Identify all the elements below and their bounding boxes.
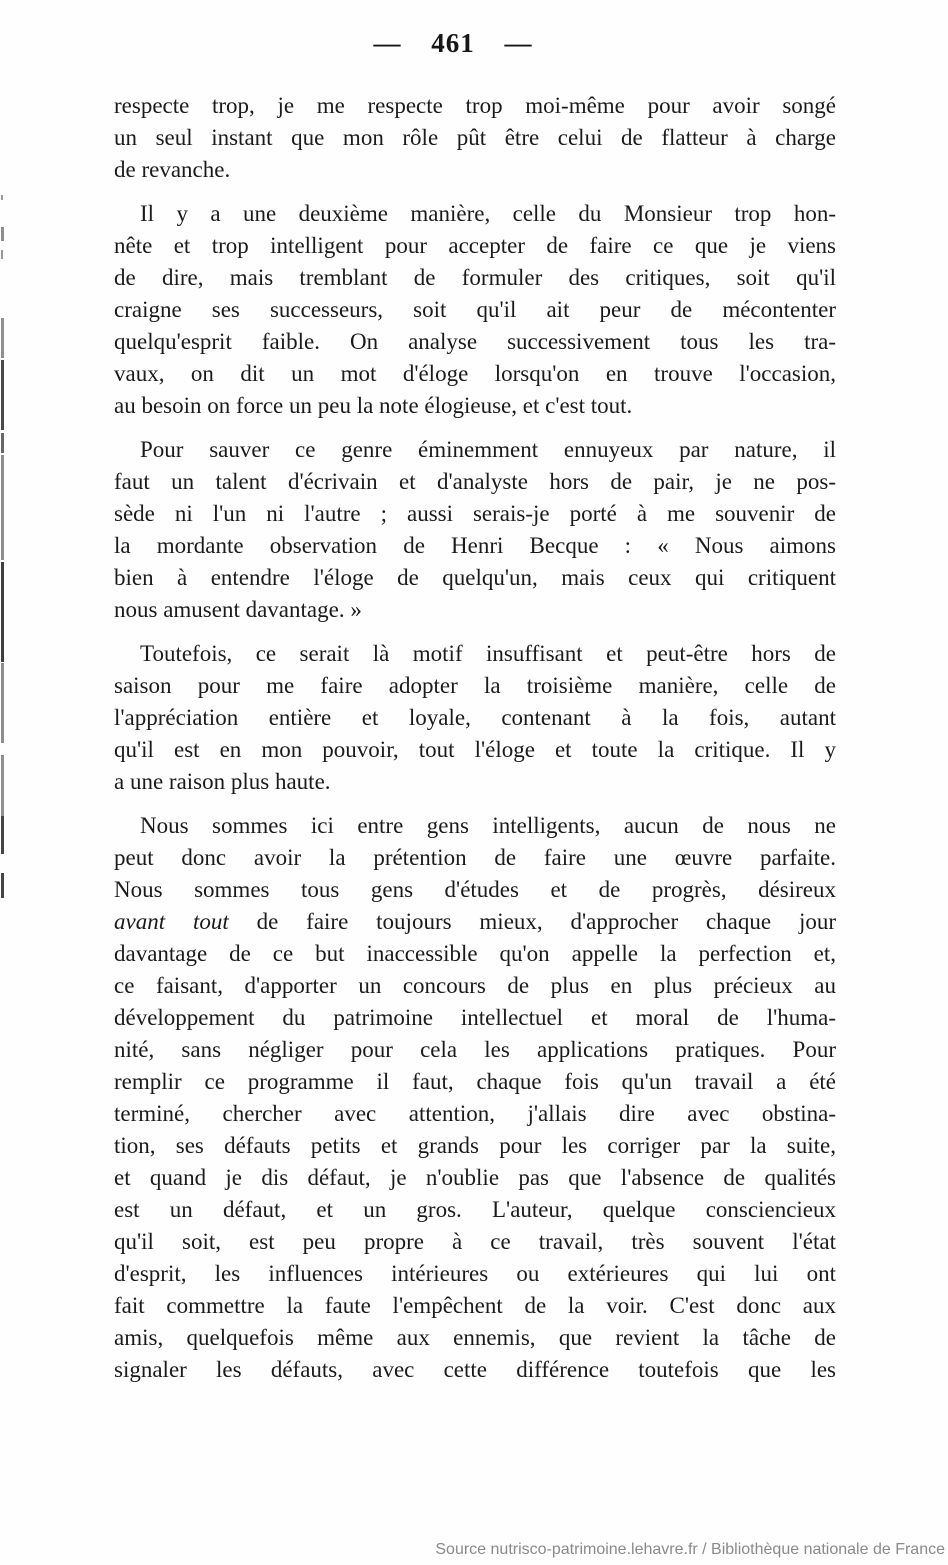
scan-artifact (1, 873, 4, 898)
text-line: bien à entendre l'éloge de quelqu'un, mais ceux qui critiquent (114, 565, 836, 590)
scan-artifact (1, 360, 4, 430)
page-text (114, 90, 836, 1386)
text-line: remplir ce programme il faut, chaque fois qu'un travail a été (114, 1069, 836, 1094)
text-line: nous amusent davantage. » (114, 597, 362, 622)
paragraph (114, 810, 836, 1386)
text-line: Nous sommes ici entre gens intelligents, aucun de nous ne (140, 813, 836, 838)
text-line: de revanche. (114, 157, 231, 182)
scan-artifact (1, 816, 4, 854)
text-line: signaler les défauts, avec cette différence toutefois que les (114, 1357, 836, 1382)
paragraph (114, 198, 836, 422)
text-line: de dire, mais tremblant de formuler des critiques, soit qu'il (114, 265, 836, 290)
text-line: nité, sans négliger pour cela les applications pratiques. Pour (114, 1037, 836, 1062)
line-remainder: de faire toujours mieux, d'approcher chaque jour (256, 909, 836, 934)
text-line: amis, quelquefois même aux ennemis, que revient la tâche de (114, 1325, 836, 1350)
text-line: Toutefois, ce serait là motif insuffisant et peut-être hors de (140, 641, 836, 666)
text-line: nête et trop intelligent pour accepter de faire ce que je viens (114, 233, 836, 258)
text-line: respecte trop, je me respecte trop moi-même pour avoir songé (114, 93, 836, 118)
text-line: l'appréciation entière et loyale, contenant à la fois, autant (114, 705, 836, 730)
text-line: Il y a une deuxième manière, celle du Monsieur trop hon- (140, 201, 836, 226)
page-number: — 461 — (373, 28, 533, 58)
scan-artifact (1, 318, 4, 358)
text-line: d'esprit, les influences intérieures ou extérieures qui lui ont (114, 1261, 836, 1286)
text-line: a une raison plus haute. (114, 769, 331, 794)
text-line: peut donc avoir la prétention de faire une œuvre parfaite. (114, 845, 836, 870)
scan-artifact (1, 250, 3, 259)
italic-phrase: avant tout (114, 909, 229, 934)
text-line: sède ni l'un ni l'autre ; aussi serais-je porté à me souvenir de (114, 501, 836, 526)
scan-artifact (1, 195, 3, 200)
text-line: est un défaut, et un gros. L'auteur, quelque consciencieux (114, 1197, 836, 1222)
text-line: quelqu'esprit faible. On analyse successivement tous les tra- (114, 329, 836, 354)
paragraph (114, 90, 836, 186)
text-line (114, 906, 836, 938)
scan-artifact (1, 433, 4, 453)
paragraph (114, 638, 836, 798)
text-line: ce faisant, d'apporter un concours de plus en plus précieux au (114, 973, 836, 998)
scan-artifact (1, 663, 4, 743)
text-line: Nous sommes tous gens d'études et de progrès, désireux (114, 877, 836, 902)
text-line: Pour sauver ce genre éminemment ennuyeux par nature, il (140, 437, 836, 462)
text-line: un seul instant que mon rôle pût être celui de flatteur à charge (114, 125, 836, 150)
paragraph (114, 434, 836, 626)
text-line: qu'il est en mon pouvoir, tout l'éloge et toute la critique. Il y (114, 737, 836, 762)
text-line: tion, ses défauts petits et grands pour les corriger par la suite, (114, 1133, 836, 1158)
text-line: développement du patrimoine intellectuel et moral de l'huma- (114, 1005, 836, 1030)
text-line: davantage de ce but inaccessible qu'on appelle la perfection et, (114, 941, 836, 966)
text-line: qu'il soit, est peu propre à ce travail, très souvent l'état (114, 1229, 836, 1254)
text-line: la mordante observation de Henri Becque : « Nous aimons (114, 533, 836, 558)
text-line: faut un talent d'écrivain et d'analyste hors de pair, je ne pos- (114, 469, 836, 494)
source-attribution: Source nutrisco-patrimoine.lehavre.fr / Bibliothèque nationale de France (435, 1541, 945, 1558)
text-line: saison pour me faire adopter la troisième manière, celle de (114, 673, 836, 698)
scan-artifact (1, 227, 4, 241)
text-line: fait commettre la faute l'empêchent de la voir. C'est donc aux (114, 1293, 836, 1318)
scan-artifact (1, 455, 4, 560)
scan-artifact (1, 562, 4, 662)
text-line: vaux, on dit un mot d'éloge lorsqu'on en trouve l'occasion, (114, 361, 836, 386)
text-line: craigne ses successeurs, soit qu'il ait peur de mécontenter (114, 297, 836, 322)
text-line: et quand je dis défaut, je n'oublie pas que l'absence de qualités (114, 1165, 836, 1190)
text-line: au besoin on force un peu la note élogieuse, et c'est tout. (114, 393, 633, 418)
text-line: terminé, chercher avec attention, j'allais dire avec obstina- (114, 1101, 836, 1126)
